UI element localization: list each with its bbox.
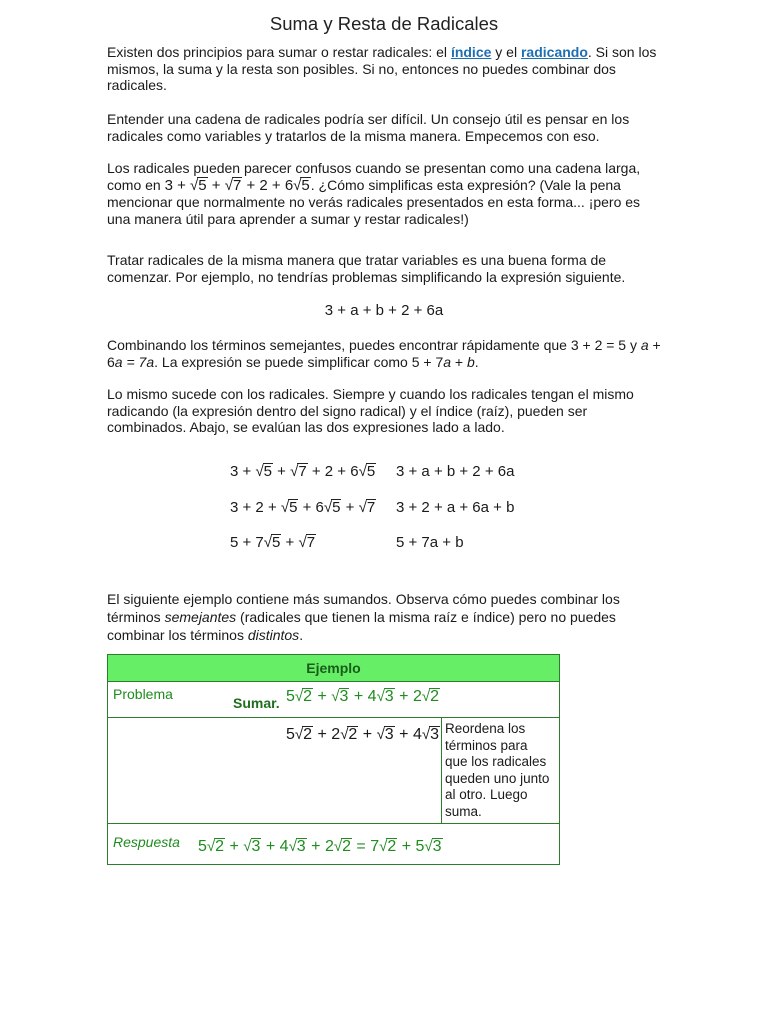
text: y el: [491, 44, 521, 60]
text: distintos: [247, 627, 300, 643]
text: + 6: [107, 337, 661, 370]
note-cell: [442, 718, 560, 824]
paragraph-example-intro: [107, 590, 667, 644]
text: . ¿Cómo simplificas esta expresión? (Vale la pena mencionar que normalmente no verás radicales presentados en esta forma... ¡pero es una manera útil para aprender a sumar y restar radicales!): [107, 177, 641, 227]
radical-expression-1: 3 + √5 + √7 + 2 + 6√5: [230, 463, 376, 480]
example-table: [107, 654, 560, 865]
reorder-note: Reordena los términos para que los radicales queden uno junto al otro. Luego suma.: [445, 721, 550, 819]
variable-expression-1: 3 + a + b + 2 + 6a: [396, 463, 515, 480]
paragraph-confusing: [107, 160, 667, 228]
answer-label: Respuesta: [113, 834, 180, 850]
reordered-expression: 5√2 + 2√2 + √3 + 4√3: [286, 726, 439, 743]
paragraph-combining: [107, 337, 667, 370]
radical-expression-2: 3 + 2 + √5 + 6√5 + √7: [230, 499, 376, 516]
variable-expression-3: 5 + 7a + b: [396, 534, 464, 551]
paragraph-same-radicals: Lo mismo sucede con los radicales. Siempre y cuando los radicales tengan el mismo radicando (la expresión dentro del signo radical) y el índice (raíz), pueden ser combinados. Abajo, se evalúan las dos expresiones lado a lado.: [107, 386, 634, 435]
example-header: Ejemplo: [108, 655, 560, 682]
text: . La expresión se puede simplificar como 5 + 7: [154, 353, 444, 370]
paragraph-variables: Tratar radicales de la misma manera que tratar variables es una buena forma de comenzar. Por ejemplo, no tendrías problemas simplificando la expresión siguiente.: [107, 252, 626, 285]
text: Los radicales pueden parecer confusos cuando se presentan como una cadena larga, como en: [107, 160, 641, 193]
answer-expression: 5√2 + √3 + 4√3 + 2√2 = 7√2 + 5√3: [198, 838, 442, 855]
page-title: Suma y Resta de Radicales: [269, 13, 499, 34]
text: Existen dos principios para sumar o restar radicales: el: [107, 44, 451, 60]
text: semejantes: [164, 609, 237, 625]
text: El siguiente ejemplo contiene más sumandos. Observa cómo puedes combinar los términos: [107, 591, 620, 625]
expression-variables: 3 + a + b + 2 + 6a: [324, 302, 444, 319]
text: . Si son los mismos, la suma y la resta son posibles. Si no, entonces no puedes combinar dos radicales.: [107, 44, 657, 93]
inline-radical-expression: 3 + √5 + √7 + 2 + 6√5: [164, 177, 310, 194]
text: .: [299, 627, 304, 643]
problem-expression: 5√2 + √3 + 4√3 + 2√2: [286, 688, 439, 705]
sumar-label: Sumar.: [233, 695, 280, 711]
text: .: [474, 353, 479, 370]
link-radicando[interactable]: radicando: [520, 44, 588, 60]
text: a: [443, 353, 452, 370]
link-indice[interactable]: índice: [450, 44, 492, 60]
text: +: [451, 353, 467, 370]
text: a = 7a: [114, 353, 155, 370]
reorder-cell: [108, 718, 442, 824]
paragraph-tip: Entender una cadena de radicales podría ser difícil. Un consejo útil es pensar en los radicales como variables y tratarlos de la misma manera. Empecemos con eso.: [107, 111, 630, 144]
text: b: [467, 353, 475, 370]
paragraph-principles: [107, 44, 667, 94]
problem-label: Problema: [113, 686, 173, 702]
text: Combinando los términos semejantes, puedes encontrar rápidamente que 3 + 2 = 5 y: [107, 337, 641, 353]
variable-expression-2: 3 + 2 + a + 6a + b: [396, 499, 515, 516]
text: a: [640, 337, 649, 353]
text: (radicales que tienen la misma raíz e índice) pero no puedes combinar los términos: [107, 609, 616, 643]
answer-row: [108, 824, 560, 865]
problem-row: [108, 682, 560, 718]
radical-expression-3: 5 + 7√5 + √7: [230, 534, 316, 551]
